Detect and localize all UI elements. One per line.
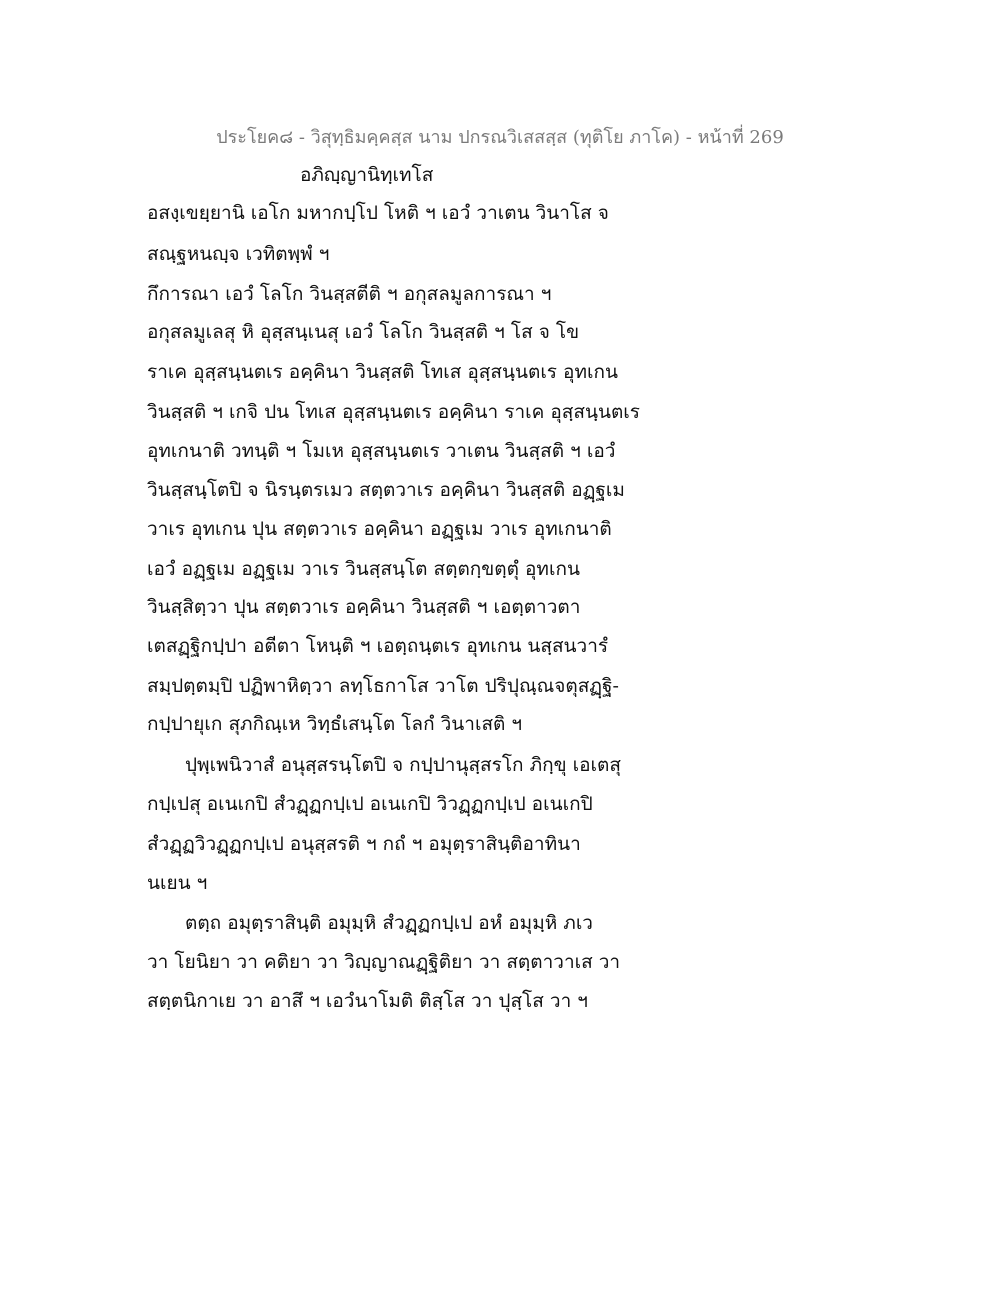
text-line: เอวํ อฏฺฐเม อฏฺฐเม วาเร วินสฺสนฺโต สตฺตกฺขตฺตุํ อุทเกน	[147, 558, 580, 580]
text-line: สํวฏฺฏวิวฏฺฏกปฺเป อนุสฺสรติ ฯ กถํ ฯ อมุตฺราสินฺติอาทินา	[147, 833, 581, 855]
text-line: กปฺปายุเก สุภกิณฺเห วิทฺธํเสนฺโต โลกํ วินาเสติ ฯ	[147, 713, 523, 735]
text-line: อกุสลมูเลสุ หิ อุสฺสนฺเนสุ เอวํ โลโก วินสฺสติ ฯ โส จ โข	[147, 321, 580, 343]
text-line: วา โยนิยา วา คติยา วา วิญฺญาณฏฺฐิติยา วา สตฺตาวาเส วา	[147, 951, 621, 973]
text-line: นเยน ฯ	[147, 872, 208, 894]
text-line: ราเค อุสฺสนฺนตเร อคฺคินา วินสฺสติ โทเส อุสฺสนฺนตเร อุทเกน	[147, 361, 618, 383]
text-line: วินสฺสนฺโตปิ จ นิรนฺตรเมว สตฺตวาเร อคฺคินา วินสฺสติ อฏฺฐเม	[147, 479, 625, 501]
text-line: ปุพฺเพนิวาสํ อนุสฺสรนฺโตปิ จ กปฺปานุสฺสรโก ภิกฺขุ เอเตสุ	[185, 754, 621, 776]
text-line: สณฺฐหนญฺจ เวทิตพฺพํ ฯ	[147, 243, 330, 265]
text-line: อสงฺเขยฺยานิ เอโก มหากปฺโป โหติ ฯ เอวํ วาเตน วินาโส จ	[147, 202, 609, 224]
text-line: อุทเกนาติ วทนฺติ ฯ โมเห อุสฺสนฺนตเร วาเตน วินสฺสติ ฯ เอวํ	[147, 440, 616, 462]
text-line: วินสฺสิตฺวา ปุน สตฺตวาเร อคฺคินา วินสฺสติ ฯ เอตฺตาวตา	[147, 596, 581, 618]
text-line: กึการณา เอวํ โลโก วินสฺสตีติ ฯ อกุสลมูลการณา ฯ	[147, 283, 552, 305]
text-line: วินสฺสติ ฯ เกจิ ปน โทเส อุสฺสนฺนตเร อคฺคินา ราเค อุสฺสนฺนตเร	[147, 401, 640, 423]
text-line: ตตฺถ อมุตฺราสินฺติ อมุมฺหิ สํวฏฺฏกปฺเป อหํ อมุมฺหิ ภเว	[185, 912, 593, 934]
text-line: สตฺตนิกาเย วา อาสึ ฯ เอวํนาโมติ ติสฺโส วา ปุสฺโส วา ฯ	[147, 990, 588, 1012]
page-header: ประโยค๘ - วิสุทฺธิมคฺคสฺส นาม ปกรณวิเสสสฺส (ทุติโย ภาโค) - หน้าที่ 269	[216, 127, 784, 148]
text-line: เตสฏฺฐิกปฺปา อตีตา โหนฺติ ฯ เอตฺถนฺตเร อุทเกน นสฺสนวารํ	[147, 635, 609, 657]
text-line: วาเร อุทเกน ปุน สตฺตวาเร อคฺคินา อฏฺฐเม วาเร อุทเกนาติ	[147, 518, 612, 540]
text-line: สมฺปตฺตมฺปิ ปฏิพาหิตฺวา ลทฺโธกาโส วาโต ปริปุณฺณจตุสฏฺฐิ-	[147, 675, 619, 697]
section-title: อภิญฺญานิทฺเทโส	[300, 164, 434, 186]
text-line: กปฺเปสุ อเนเกปิ สํวฏฺฏกปฺเป อเนเกปิ วิวฏฺฏกปฺเป อเนเกปิ	[147, 793, 593, 815]
